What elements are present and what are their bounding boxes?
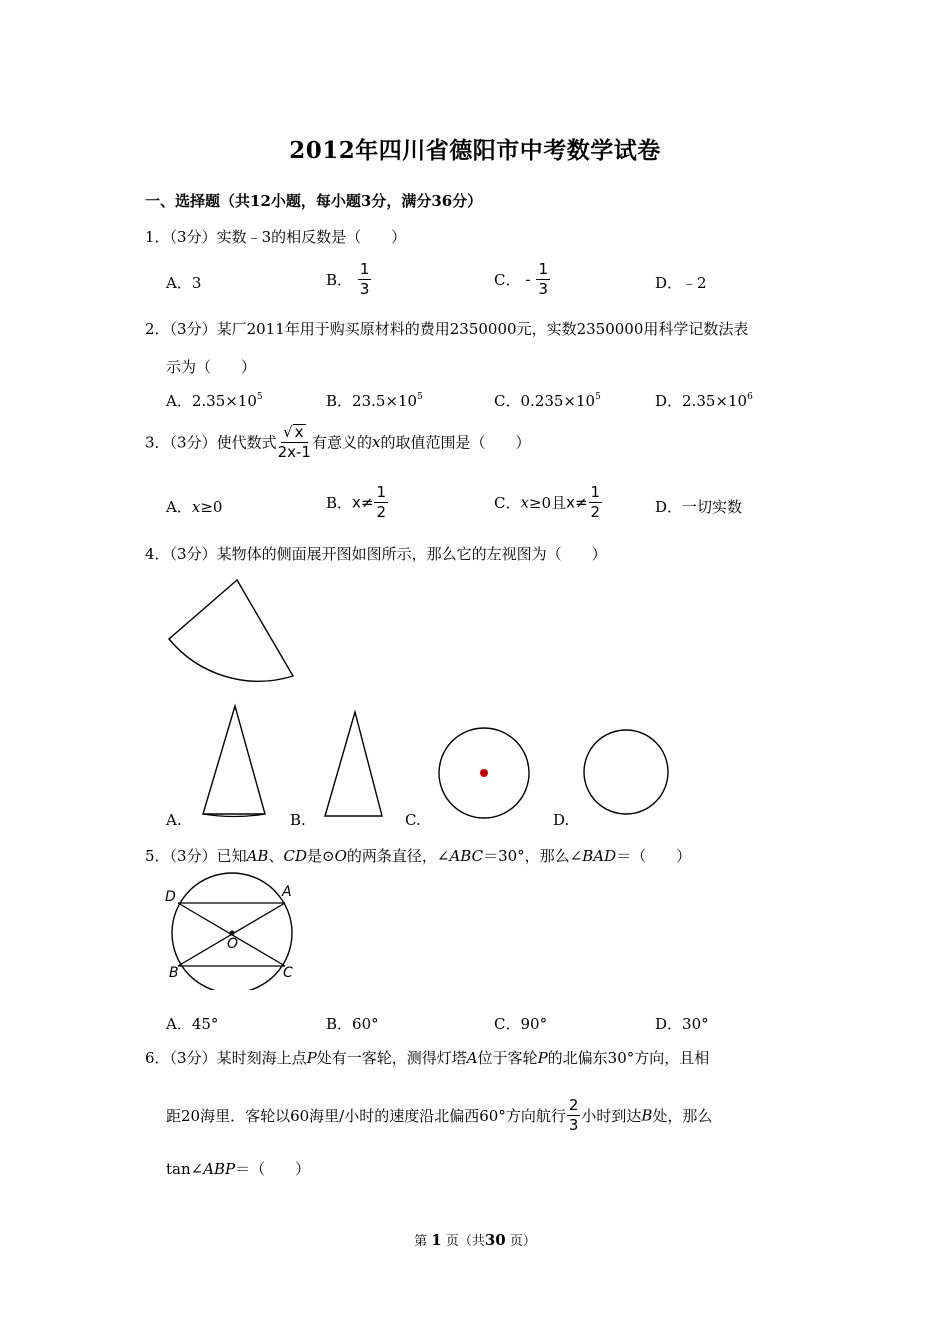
footer-end: 页） — [509, 1234, 536, 1249]
relation-2: x≠ — [566, 493, 588, 512]
angle-abc: ABC — [449, 847, 484, 865]
question-2-stem-line1: 2．（3分）某厂2011年用于购买原材料的费用2350000元，实数2350000用科学记数法表 — [145, 320, 749, 338]
question-6-line1 — [145, 1047, 709, 1068]
q6-line1-mid2: 位于客轮 — [477, 1049, 538, 1067]
q5-stem-mid2: 的两条直径，∠ — [346, 847, 450, 865]
q5-option-c: C．90° — [494, 1015, 548, 1033]
variable: x — [372, 433, 381, 451]
denominator: 3 — [359, 280, 370, 298]
q3-option-b-fraction — [374, 485, 388, 520]
label: A． — [166, 498, 192, 516]
numerator: 1 — [376, 483, 387, 501]
q2-option-c — [494, 390, 601, 411]
q3-stem-pre: 3．（3分）使代数式 — [145, 433, 277, 452]
sector-unfolded-figure — [160, 572, 305, 697]
q1-option-c-label: C． — [494, 271, 521, 289]
q6-line1-pre: 6．（3分）某时刻海上点 — [145, 1049, 307, 1067]
denominator: 2 — [590, 503, 601, 521]
q4-option-a: A. — [166, 811, 182, 829]
angle-abp: ABP — [203, 1160, 236, 1178]
point-label-b: B — [169, 965, 179, 981]
question-4-stem: 4．（3分）某物体的侧面展开图如图所示，那么它的左视图为（ ） — [145, 545, 607, 563]
q1-option-c — [494, 262, 551, 297]
option-d-circle — [582, 728, 672, 818]
radicand: x — [294, 423, 304, 441]
q2-option-d-base: D．2.35×10 — [655, 392, 748, 410]
q3-stem-end: 的取值范围是（ ） — [380, 433, 531, 452]
segment-ab: AB — [246, 847, 269, 865]
q6-line2-end: 处，那么 — [652, 1107, 713, 1125]
question-5-stem — [145, 845, 691, 866]
q1-option-b — [326, 262, 372, 297]
q3-option-c-fraction — [589, 485, 603, 520]
page-number: 1 — [431, 1231, 442, 1249]
point-b: B — [641, 1106, 653, 1125]
numerator: 1 — [538, 260, 549, 278]
option-a-tall-triangle — [195, 702, 270, 822]
question-3-stem — [145, 424, 530, 460]
sqrt-icon: √ — [283, 423, 293, 441]
angle-bad: BAD — [582, 847, 617, 865]
q1-option-b-fraction — [358, 262, 372, 297]
page-footer — [0, 1230, 950, 1249]
relation: ≥0 — [200, 498, 223, 516]
q3-option-d: D．一切实数 — [655, 498, 743, 516]
option-b-triangle — [318, 708, 388, 820]
q1-option-d: D．﹣2 — [655, 274, 707, 292]
question-6-line2 — [166, 1098, 712, 1133]
q4-option-d: D. — [553, 811, 570, 829]
point-label-a: A — [282, 884, 292, 900]
point-label-d: D — [165, 889, 176, 905]
numerator: 1 — [359, 260, 370, 278]
q6-line2-mid: 小时到达 — [581, 1107, 642, 1125]
exponent: 5 — [256, 392, 263, 402]
point-label-o: O — [227, 936, 239, 952]
q5-stem-mid3: ＝30°，那么∠ — [483, 847, 583, 865]
minus-sign: - — [525, 270, 531, 289]
denominator: 3 — [568, 1116, 579, 1134]
q2-option-c-base: C．0.235×10 — [494, 392, 596, 410]
exponent: 5 — [417, 392, 423, 402]
q3-expression-fraction — [278, 424, 311, 460]
q6-line1-end: 的北偏东30°方向，且相 — [547, 1049, 710, 1067]
q2-option-b-base: B．23.5×10 — [326, 392, 418, 410]
numerator — [281, 424, 307, 443]
numerator: 2 — [568, 1096, 579, 1114]
q2-option-a — [166, 390, 263, 411]
denominator: 3 — [538, 280, 549, 298]
page-title: 2012年四川省德阳市中考数学试卷 — [289, 137, 661, 164]
footer-pre: 第 — [414, 1234, 428, 1249]
q1-option-a: A．3 — [166, 274, 202, 292]
question-6-line3 — [166, 1158, 310, 1179]
q5-stem-mid: 是⊙ — [306, 847, 335, 865]
q2-option-b — [326, 390, 423, 411]
footer-mid: 页（共 — [445, 1234, 485, 1249]
segment-cd: CD — [283, 847, 307, 865]
point-label-c: C — [283, 965, 293, 981]
separator: 、 — [268, 847, 284, 865]
q2-option-d — [655, 390, 753, 411]
question-2-stem-line2: 示为（ ） — [166, 358, 257, 376]
q5-option-a: A．45° — [166, 1015, 219, 1033]
q5-option-b: B．60° — [326, 1015, 379, 1033]
variable: x — [191, 498, 201, 516]
question-1-stem: 1．（3分）实数﹣3的相反数是（ ） — [145, 228, 407, 246]
exponent: 6 — [747, 392, 753, 402]
q4-option-b: B. — [290, 811, 306, 829]
point-p: P — [537, 1049, 548, 1067]
section-heading: 一、选择题（共12小题，每小题3分，满分36分） — [145, 192, 483, 210]
q6-line2-pre: 距20海里．客轮以60海里/小时的速度沿北偏西60°方向航行 — [166, 1107, 566, 1125]
q6-line3-pre: tan∠ — [166, 1160, 204, 1178]
label: C． — [494, 494, 521, 512]
q5-stem-end: ＝（ ） — [616, 847, 692, 865]
q3-stem-post: 有意义的 — [311, 433, 372, 452]
q1-option-b-label: B． — [326, 271, 353, 289]
option-c-circle-with-center — [436, 725, 534, 823]
q6-line3-end: ＝（ ） — [235, 1160, 311, 1178]
relation: ≥0且 — [528, 494, 567, 512]
q3-option-c — [494, 485, 603, 520]
q6-time-fraction — [567, 1098, 581, 1133]
q2-option-a-base: A．2.35×10 — [166, 392, 257, 410]
q6-line1-mid: 处有一客轮，测得灯塔 — [316, 1049, 467, 1067]
point-p: P — [306, 1049, 317, 1067]
q3-option-b — [326, 485, 389, 520]
denominator: 2x-1 — [277, 443, 311, 461]
variable: x — [520, 493, 529, 512]
q3-option-a — [166, 496, 222, 517]
q4-option-c: C. — [405, 811, 421, 829]
denominator: 2 — [376, 503, 387, 521]
relation: x≠ — [352, 493, 374, 512]
center-o: O — [334, 847, 347, 865]
exponent: 5 — [595, 392, 601, 402]
label: B． — [326, 494, 353, 512]
total-pages: 30 — [484, 1231, 506, 1249]
q1-option-c-fraction — [536, 262, 550, 297]
q5-option-d: D．30° — [655, 1015, 709, 1033]
point-a: A — [466, 1049, 478, 1067]
numerator: 1 — [590, 483, 601, 501]
q5-stem-pre: 5．（3分）已知 — [145, 847, 247, 865]
